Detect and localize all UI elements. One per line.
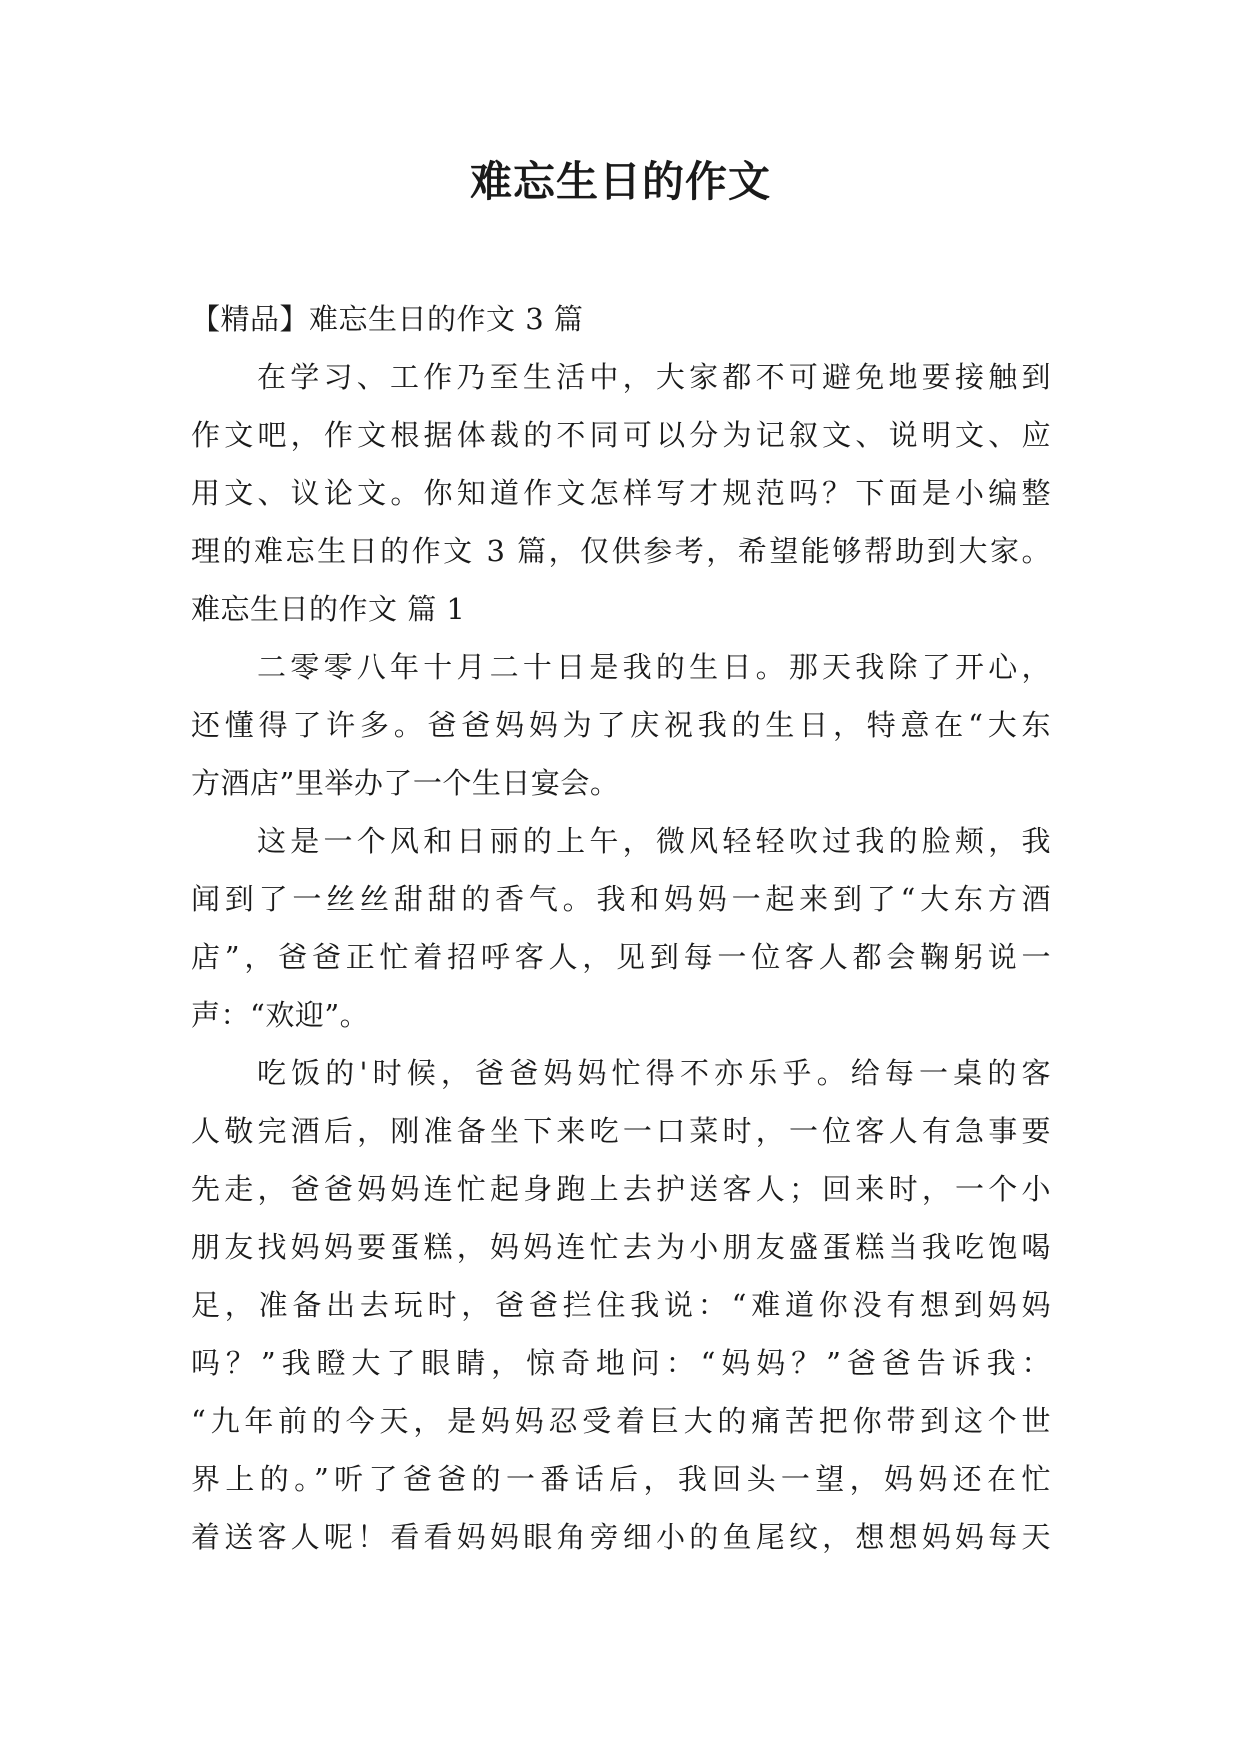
- text-line: 吃饭的'时候，爸爸妈妈忙得不亦乐乎。给每一桌的客: [257, 1056, 1051, 1090]
- text-line: 这是一个风和日丽的上午，微风轻轻吹过我的脸颊，我: [257, 824, 1051, 858]
- text-line: 用文、议论文。你知道作文怎样写才规范吗？下面是小编整: [191, 476, 1051, 510]
- text-line: 着送客人呢！看看妈妈眼角旁细小的鱼尾纹，想想妈妈每天: [191, 1520, 1051, 1554]
- text-line: 在学习、工作乃至生活中，大家都不可避免地要接触到: [257, 360, 1051, 394]
- text-line: 界上的。”听了爸爸的一番话后，我回头一望，妈妈还在忙: [191, 1462, 1051, 1496]
- document-title: 难忘生日的作文: [469, 157, 771, 206]
- text-line: 足，准备出去玩时，爸爸拦住我说：“难道你没有想到妈妈: [191, 1288, 1051, 1322]
- text-line: 人敬完酒后，刚准备坐下来吃一口菜时，一位客人有急事要: [191, 1114, 1051, 1148]
- text-line: 二零零八年十月二十日是我的生日。那天我除了开心，: [257, 650, 1051, 684]
- text-line: 吗？”我瞪大了眼睛，惊奇地问：“妈妈？”爸爸告诉我：: [191, 1346, 1051, 1380]
- text-line: 声：“欢迎”。: [191, 998, 370, 1032]
- text-line: 理的难忘生日的作文 3 篇，仅供参考，希望能够帮助到大家。: [191, 534, 1051, 568]
- text-line: 还懂得了许多。爸爸妈妈为了庆祝我的生日，特意在“大东: [191, 708, 1051, 742]
- text-line: 店”，爸爸正忙着招呼客人，见到每一位客人都会鞠躬说一: [191, 940, 1051, 974]
- text-line: “九年前的今天，是妈妈忍受着巨大的痛苦把你带到这个世: [191, 1404, 1051, 1438]
- document-body: [191, 290, 1051, 1566]
- text-line: 先走，爸爸妈妈连忙起身跑上去护送客人；回来时，一个小: [191, 1172, 1051, 1206]
- text-line: 作文吧，作文根据体裁的不同可以分为记叙文、说明文、应: [191, 418, 1051, 452]
- text-line: 方酒店”里举办了一个生日宴会。: [191, 766, 620, 800]
- text-line: 【精品】难忘生日的作文 3 篇: [191, 302, 584, 336]
- text-line: 难忘生日的作文 篇 1: [191, 592, 466, 626]
- text-line: 朋友找妈妈要蛋糕，妈妈连忙去为小朋友盛蛋糕当我吃饱喝: [191, 1230, 1051, 1264]
- text-line: 闻到了一丝丝甜甜的香气。我和妈妈一起来到了“大东方酒: [191, 882, 1051, 916]
